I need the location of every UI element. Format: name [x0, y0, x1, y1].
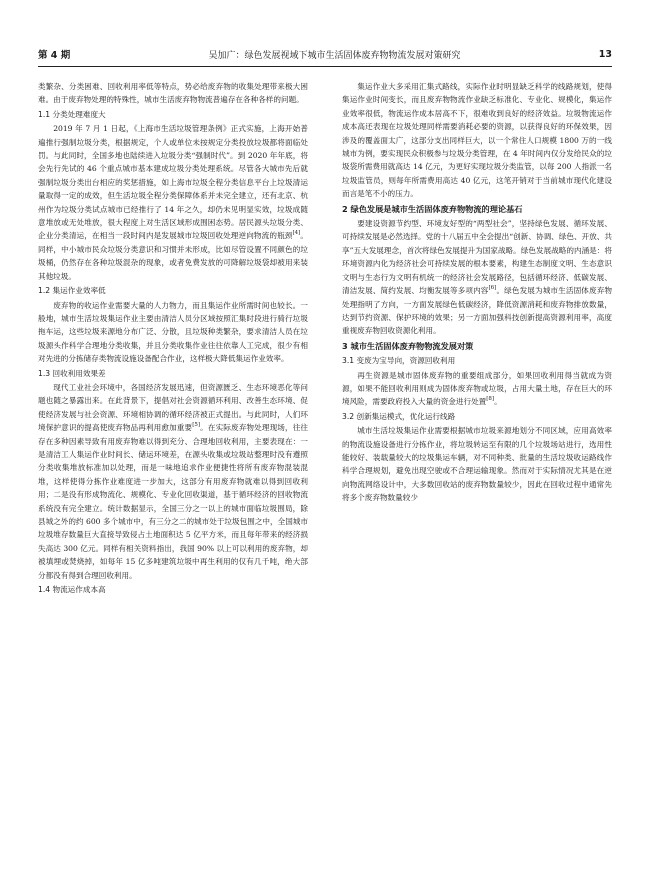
left-column — [38, 80, 308, 870]
subsection-heading: 1.1 分类处理难度大 — [38, 109, 106, 119]
paragraph-text: 2019 年 7 月 1 日起，《上海市生活垃圾管理条例》正式实施，上海开始普遍推行强制垃圾分类，根据规定，个人或单位未按规定分类投放垃圾都将面临处罚。与此同时，全国多地也陆续进入垃圾分类“强制时代”。到 2020 年年底，将会先行先试的 46 个重点城市基本建成垃圾分类处理系统。尽管各大城市先后就强制垃圾分类出台相应的奖惩措施，如上海市垃圾全程分类信息平台上垃圾清运量取得一定的成效，但生活垃圾全程分类保障体系并未完全建立，还有北京、杭州作为垃圾分类试点城市已经推行了 14 年之久，却仍未见明显实效，垃圾成随意堆放或无处堆放，很大程度上对生活区域形成围困态势。居民源头垃圾分类、企业分类清运，在相当一段时间内是发展城市垃圾回收处理逆向物流的瓶颈 — [38, 124, 308, 241]
page-number: 13 — [598, 48, 612, 60]
paragraph-text: 。同样，中小城市民众垃圾分类意识和习惯并未形成，比如尽管设置不同颜色的垃圾桶，仍然存在各种垃圾混杂的现象，或者免费发放的可降解垃圾袋却被用来装其他垃圾。 — [38, 231, 308, 281]
paragraph: 废弃物的收运作业需要大量的人力物力，而且集运作业所需时间也较长。一般地，城市生活垃圾集运作业主要由清洁人员分区域按照汇集时段进行骑行垃圾拖车运，这些垃圾来源地分布广泛、分散，且垃圾种类繁杂，要求清洁人员在垃圾源头作科学合理地分类收集，并且分类收集作业往往依靠人工完成，很少有相对先进的分拣储存类物流设施设备配合作业，这样极大降低集运作业效率。 — [38, 300, 308, 364]
section-heading: 3 城市生活固体废弃物物流发展对策 — [342, 340, 474, 351]
citation-ref: [4] — [292, 230, 301, 237]
paragraph: 城市生活垃圾集运作业需要根据城市垃圾来源地划分不同区域，应用高效率的物流设施设备进行分拣作业，将垃圾转运至有限的几个垃圾场站进行，选用性能较好、装载量较大的垃圾集运车辆，对不同种类、批量的生活垃圾收运路线作科学合理规划，避免出现空驶或不合理运输现象。然而对于实际情况尤其是在逆向物流网络设计中，大多数回收站的废弃物数量较少，因此在回收过程中通常先将多个废弃物数量较少 — [342, 426, 612, 503]
subsection-heading: 1.2 集运作业效率低 — [38, 286, 106, 296]
paragraph-text: 现代工业社会环境中，各国经济发展迅速，但资源匮乏、生态环境恶化等问题也随之暴露出来。在此背景下，提倡对社会资源循环利用、改善生态环境、促使经济发展与社会资源、环境相协调的循环经济被正式提出。与此同时，人们环境保护意识的提高使废弃物品再利用愈加重要 — [38, 382, 308, 433]
paragraph: 类繁杂、分类困难、回收利用率低等特点，势必给废弃物的收集处理带来极大困难。由于废弃物处理的特殊性，城市生活废弃物物流普遍存在各种各样的问题。 — [38, 82, 308, 105]
subsection-heading: 3.2 创新集运模式，优化运行线路 — [342, 411, 456, 421]
paragraph — [38, 381, 308, 582]
citation-ref: [8] — [486, 396, 495, 403]
subsection-heading: 3.1 变废为宝导向，资源回收利用 — [342, 356, 456, 366]
right-column — [342, 80, 612, 870]
paragraph-text: 再生资源是城市固体废弃物的重要组成部分，如果回收利用得当就成为资源，如果不能回收利用则成为固体废弃物或垃圾，占用大量土地，存在巨大的环境风险，需要政府投入大量的资金进行处置 — [342, 370, 612, 407]
page-header — [38, 44, 612, 64]
paragraph — [342, 217, 612, 338]
section-heading: 2 绿色发展是城市生活固体废弃物物流的理论基石 — [342, 203, 523, 214]
paragraph: 集运作业大多采用汇集式路线，实际作业时明显缺乏科学的线路规划，使得集运作业时间变长，而且废弃物物流作业缺乏标准化、专业化、规模化，集运作业效率很低，物流运作成本居高不下，很难收到良好的经济效益。垃圾物流运作成本高还表现在垃圾处理同样需要消耗必要的资源，以获得良好的环保效果，因涉及的覆盖面太广，这部分支出同样巨大，以一个常住人口规模 1800 万的一线城市为例，要实现民众积极参与垃圾分类管理，在 4 年时间内仅分发给民众的垃圾袋所需费用就高达 14 亿元，为更好实现垃圾分类监管，以每 200 人指派一名垃圾监管员，则每年所需费用高达 40 亿元，这笔开销对于当前城市现代化建设而言是笔不小的压力。 — [342, 82, 612, 199]
header-rule — [38, 66, 612, 67]
issue-number: 第 4 期 — [38, 50, 71, 61]
subsection-heading: 1.3 回收利用效果差 — [38, 368, 106, 378]
paragraph — [38, 122, 308, 283]
citation-ref: [6] — [488, 285, 497, 292]
paragraph-text: 。在实际废弃物处理现场，往往存在多种因素导致有用废弃物难以得到充分、合理地回收利用，主要表现在：一是清洁工人集运作业时间长、储运环境差，在源头收集或垃圾站整理时没有遵照分类收集堆放标准加以处理，而是一味地追求作业便捷性将所有废弃物混装混堆，这样使得分拣作业难度进一步加大，这部分有用废弃物就难以得到回收利用；二是没有形成物流化、规模化、专业化回收渠道，基于循环经济的回收物流系统没有完全建立。统计数据显示，全国三分之一以上的城市面临垃圾围局，除县城之外的约 600 多个城市中，有三分之二的城市处于垃圾包围之中，全国城市垃圾堆存数量巨大直接导致侵占土地面积达 5 亿平方米，而且每年带来的经济损失高达 300 亿元。同样有相关资料指出，我国 90% 以上可以利用的废弃物，却被填埋或焚烧掉，如每年 15 亿多吨建筑垃圾中再生利用的仅有几千吨，绝大部分都没有得到合理回收利用。 — [38, 423, 308, 580]
paragraph-text: 。绿色发展为城市生活固体废弃物处理指明了方向，一方面发展绿色低碳经济，降低资源消耗和废弃物排放数量，达到节约资源、保护环境的效果；另一方面加强科技创新提高资源利用率，高度重视废弃物回收资源化利用。 — [342, 286, 612, 336]
paragraph — [342, 369, 612, 409]
subsection-heading: 1.4 物流运作成本高 — [38, 585, 106, 595]
paragraph-text: 要建设资源节约型、环境友好型的“两型社会”，坚持绿色发展、循环发展、可持续发展是必然选择。党的十八届五中全会提出“创新、协调、绿色、开放、共享”五大发展理念，首次将绿色发展提升为国家战略。绿色发展战略的内涵是：将环境资源内化为经济社会可持续发展的根本要素，构建生态制度文明、生态意识文明与生态行为文明有机统一的经济社会发展路径，包括循环经济、低碳发展、清洁发展、简约发展、均衡发展等多项内容 — [342, 219, 612, 296]
paragraph-text: 。 — [494, 397, 502, 407]
citation-ref: [5] — [192, 422, 201, 429]
running-title: 吴加广：绿色发展视域下城市生活固体废弃物物流发展对策研究 — [208, 50, 461, 61]
